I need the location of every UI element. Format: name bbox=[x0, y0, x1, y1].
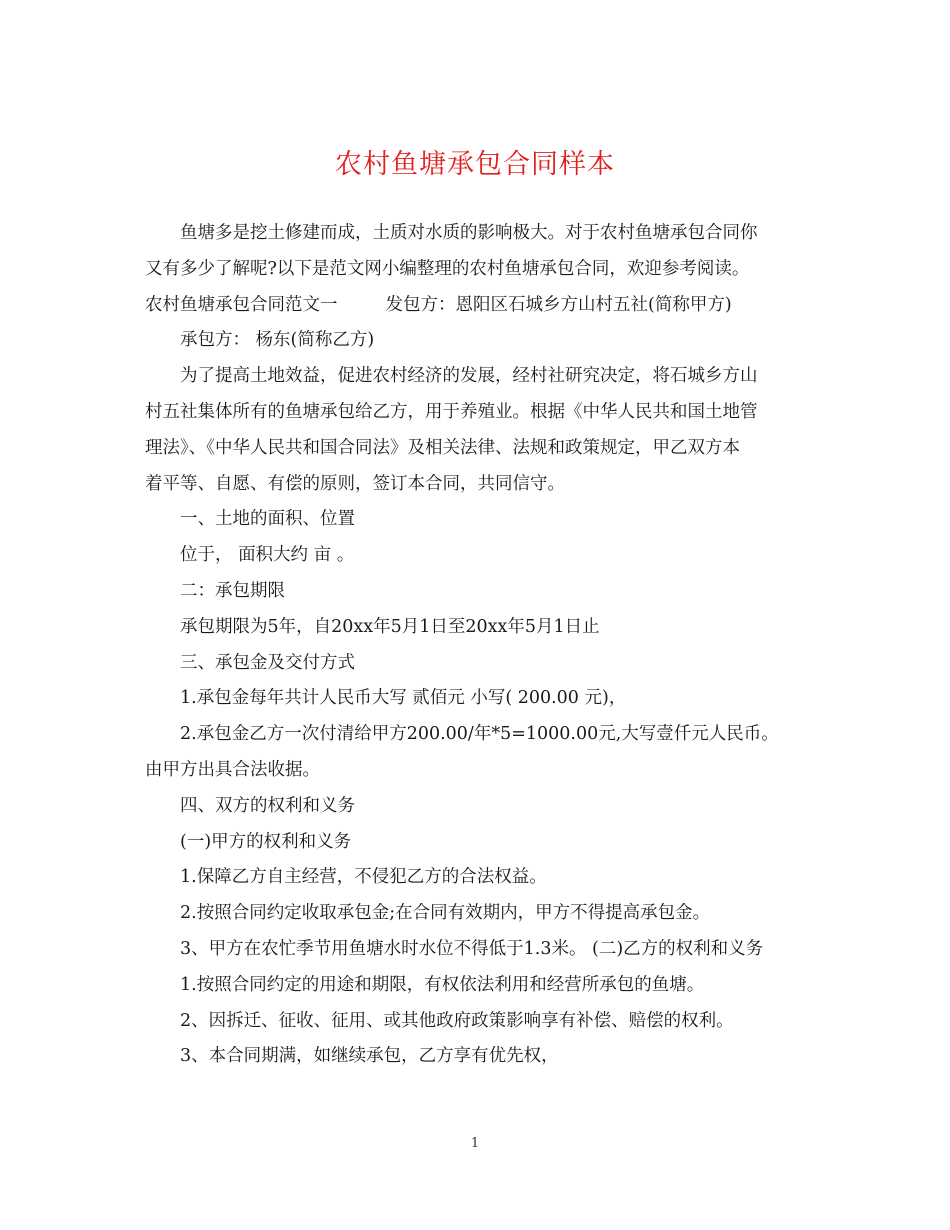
party-a: 发包方：恩阳区石城乡方山村五社(简称甲方) bbox=[385, 294, 732, 315]
document-body bbox=[145, 216, 815, 1075]
section-2-title: 二：承包期限 bbox=[180, 580, 285, 601]
party-a-item-2: 2.按照合同约定收取承包金;在合同有效期内，甲方不得提高承包金。 bbox=[180, 903, 711, 924]
section-4-subsection-1: (一)甲方的权利和义务 bbox=[180, 831, 352, 852]
section-2-text: 承包期限为5年，自20xx年5月1日至20xx年5月1日止 bbox=[180, 616, 600, 637]
intro-line-2: 又有多少了解呢?以下是范文网小编整理的农村鱼塘承包合同，欢迎参考阅读。 bbox=[145, 258, 750, 279]
party-b-item-2: 2、因拆迁、征收、征用、或其他政府政策影响享有补偿、赔偿的权利。 bbox=[180, 1010, 734, 1031]
section-3-item-2-line-2: 由甲方出具合法收据。 bbox=[145, 759, 320, 780]
purpose-line-4: 着平等、自愿、有偿的原则，签订本合同，共同信守。 bbox=[145, 473, 565, 494]
party-a-item-1: 1.保障乙方自主经营，不侵犯乙方的合法权益。 bbox=[180, 867, 547, 888]
party-b: 承包方： 杨东(简称乙方) bbox=[180, 330, 375, 351]
parties-line bbox=[145, 288, 815, 324]
section-1-text: 位于， 面积大约 亩 。 bbox=[180, 545, 355, 566]
section-1-title: 一、土地的面积、位置 bbox=[180, 509, 355, 530]
purpose-line-3: 理法》、《中华人民共和国合同法》及相关法律、法规和政策规定，甲乙双方本 bbox=[145, 437, 740, 458]
section-3-title: 三、承包金及交付方式 bbox=[180, 652, 355, 673]
party-b-item-3: 3、本合同期满，如继续承包，乙方享有优先权， bbox=[180, 1046, 559, 1067]
purpose-line-1: 为了提高土地效益，促进农村经济的发展，经村社研究决定，将石城乡方山 bbox=[180, 366, 758, 387]
purpose-line-2: 村五社集体所有的鱼塘承包给乙方，用于养殖业。根据《中华人民共和国土地管 bbox=[145, 401, 758, 422]
document-title: 农村鱼塘承包合同样本 bbox=[335, 149, 615, 180]
intro-line-1: 鱼塘多是挖土修建而成，土质对水质的影响极大。对于农村鱼塘承包合同你 bbox=[180, 223, 758, 243]
sample-heading: 农村鱼塘承包合同范文一 bbox=[145, 294, 338, 315]
section-3-item-2-line-1: 2.承包金乙方一次付清给甲方200.00/年*5=1000.00元,大写壹仟元人民币。 bbox=[180, 724, 779, 745]
page-number: 1 bbox=[470, 1136, 480, 1151]
section-3-item-1: 1.承包金每年共计人民币大写 贰佰元 小写( 200.00 元)， bbox=[180, 688, 627, 709]
section-4-title: 四、双方的权利和义务 bbox=[180, 795, 355, 816]
party-a-item-3: 3、甲方在农忙季节用鱼塘水时水位不得低于1.3米。 (二)乙方的权利和义务 bbox=[180, 938, 764, 959]
party-b-item-1: 1.按照合同约定的用途和期限，有权依法利用和经营所承包的鱼塘。 bbox=[180, 974, 705, 995]
